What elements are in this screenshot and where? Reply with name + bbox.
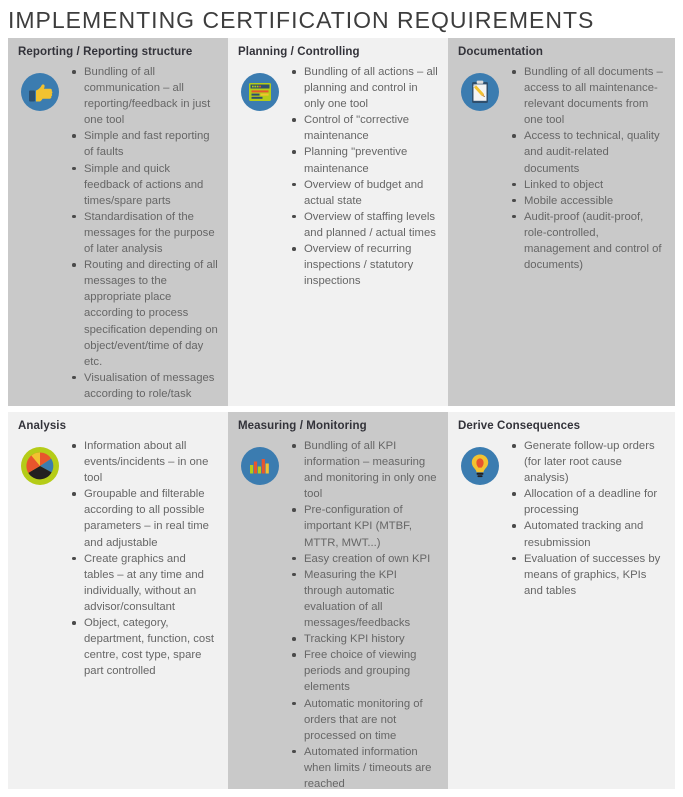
list-item: Create graphics and tables – at any time and individually, without an advisor/consultant — [70, 551, 218, 615]
feature-list-documentation — [510, 64, 665, 273]
card-title-analysis: Analysis — [18, 420, 67, 432]
card-body-analysis — [16, 438, 218, 679]
icon-container-reporting — [16, 64, 64, 112]
lightbulb-icon — [460, 446, 500, 486]
card-body-measuring — [236, 438, 438, 789]
list-container-documentation — [504, 64, 665, 273]
list-container-reporting — [64, 64, 218, 402]
list-item: Tracking KPI history — [290, 631, 438, 647]
card-row-top — [8, 38, 675, 406]
list-container-measuring — [284, 438, 438, 789]
list-item: Planning "preventive maintenance — [290, 144, 438, 176]
list-container-analysis — [64, 438, 218, 679]
card-title-documentation: Documentation — [458, 46, 543, 58]
icon-container-analysis — [16, 438, 64, 486]
card-reporting[interactable] — [8, 38, 228, 406]
list-item: Visualisation of messages according to role/task — [70, 370, 218, 402]
list-item: Free choice of viewing periods and grouping elements — [290, 647, 438, 695]
bar-chart-icon — [240, 446, 280, 486]
card-body-planning — [236, 64, 438, 289]
card-grid — [8, 38, 675, 789]
list-item: Overview of staffing levels and planned / actual times — [290, 209, 438, 241]
feature-list-analysis — [70, 438, 218, 679]
thumbs-up-icon — [20, 72, 60, 112]
card-row-bottom — [8, 412, 675, 789]
list-item: Standardisation of the messages for the purpose of later analysis — [70, 209, 218, 257]
card-body-reporting — [16, 64, 218, 402]
card-derive-consequences[interactable] — [448, 412, 675, 789]
card-title-planning: Planning / Controlling — [238, 46, 360, 58]
card-title-measuring: Measuring / Monitoring — [238, 420, 367, 432]
list-item: Automatic monitoring of orders that are not processed on time — [290, 696, 438, 744]
list-item: Control of "corrective maintenance — [290, 112, 438, 144]
card-planning[interactable] — [228, 38, 448, 406]
card-body-documentation — [456, 64, 665, 273]
list-item: Bundling of all documents – access to all maintenance-relevant documents from one tool — [510, 64, 665, 128]
list-item: Evaluation of successes by means of graphics, KPIs and tables — [510, 551, 665, 599]
list-item: Generate follow-up orders (for later root cause analysis) — [510, 438, 665, 486]
feature-list-planning — [290, 64, 438, 289]
feature-list-measuring — [290, 438, 438, 789]
list-container-planning — [284, 64, 438, 289]
list-item: Mobile accessible — [510, 193, 665, 209]
list-item: Measuring the KPI through automatic evaluation of all messages/feedbacks — [290, 567, 438, 631]
card-title-derive-consequences: Derive Consequences — [458, 420, 581, 432]
icon-container-measuring — [236, 438, 284, 486]
list-item: Groupable and filterable according to all possible parameters – in real time and adjustable — [70, 486, 218, 550]
list-item: Simple and fast reporting of faults — [70, 128, 218, 160]
icon-container-documentation — [456, 64, 504, 112]
list-item: Pre-configuration of important KPI (MTBF, MTTR, MWT...) — [290, 502, 438, 550]
list-item: Bundling of all communication – all reporting/feedback in just one tool — [70, 64, 218, 128]
card-body-derive-consequences — [456, 438, 665, 599]
list-item: Bundling of all actions – all planning and control in only one tool — [290, 64, 438, 112]
feature-list-derive-consequences — [510, 438, 665, 599]
icon-container-derive-consequences — [456, 438, 504, 486]
page-title: IMPLEMENTING CERTIFICATION REQUIREMENTS — [8, 7, 595, 33]
list-item: Bundling of all KPI information – measuring and monitoring in only one tool — [290, 438, 438, 502]
list-item: Information about all events/incidents – in one tool — [70, 438, 218, 486]
list-item: Object, category, department, function, cost centre, cost type, spare part controlled — [70, 615, 218, 679]
list-item: Routing and directing of all messages to the appropriate place according to process specification depending on object/event/time of day etc. — [70, 257, 218, 370]
list-item: Linked to object — [510, 177, 665, 193]
list-item: Automated information when limits / timeouts are reached — [290, 744, 438, 789]
list-item: Access to technical, quality and audit-related documents — [510, 128, 665, 176]
feature-list-reporting — [70, 64, 218, 402]
card-analysis[interactable] — [8, 412, 228, 789]
list-item: Automated tracking and resubmission — [510, 518, 665, 550]
list-container-derive-consequences — [504, 438, 665, 599]
card-title-reporting: Reporting / Reporting structure — [18, 46, 193, 58]
list-item: Simple and quick feedback of actions and times/spare parts — [70, 161, 218, 209]
list-item: Allocation of a deadline for processing — [510, 486, 665, 518]
list-item: Audit-proof (audit-proof, role-controlled, management and control of documents) — [510, 209, 665, 273]
pie-chart-icon — [20, 446, 60, 486]
card-documentation[interactable] — [448, 38, 675, 406]
icon-container-planning — [236, 64, 284, 112]
card-measuring[interactable] — [228, 412, 448, 789]
list-item: Easy creation of own KPI — [290, 551, 438, 567]
dashboard-panel-icon — [240, 72, 280, 112]
clipboard-pencil-icon — [460, 72, 500, 112]
title-container — [0, 0, 683, 39]
list-item: Overview of budget and actual state — [290, 177, 438, 209]
list-item: Overview of recurring inspections / statutory inspections — [290, 241, 438, 289]
